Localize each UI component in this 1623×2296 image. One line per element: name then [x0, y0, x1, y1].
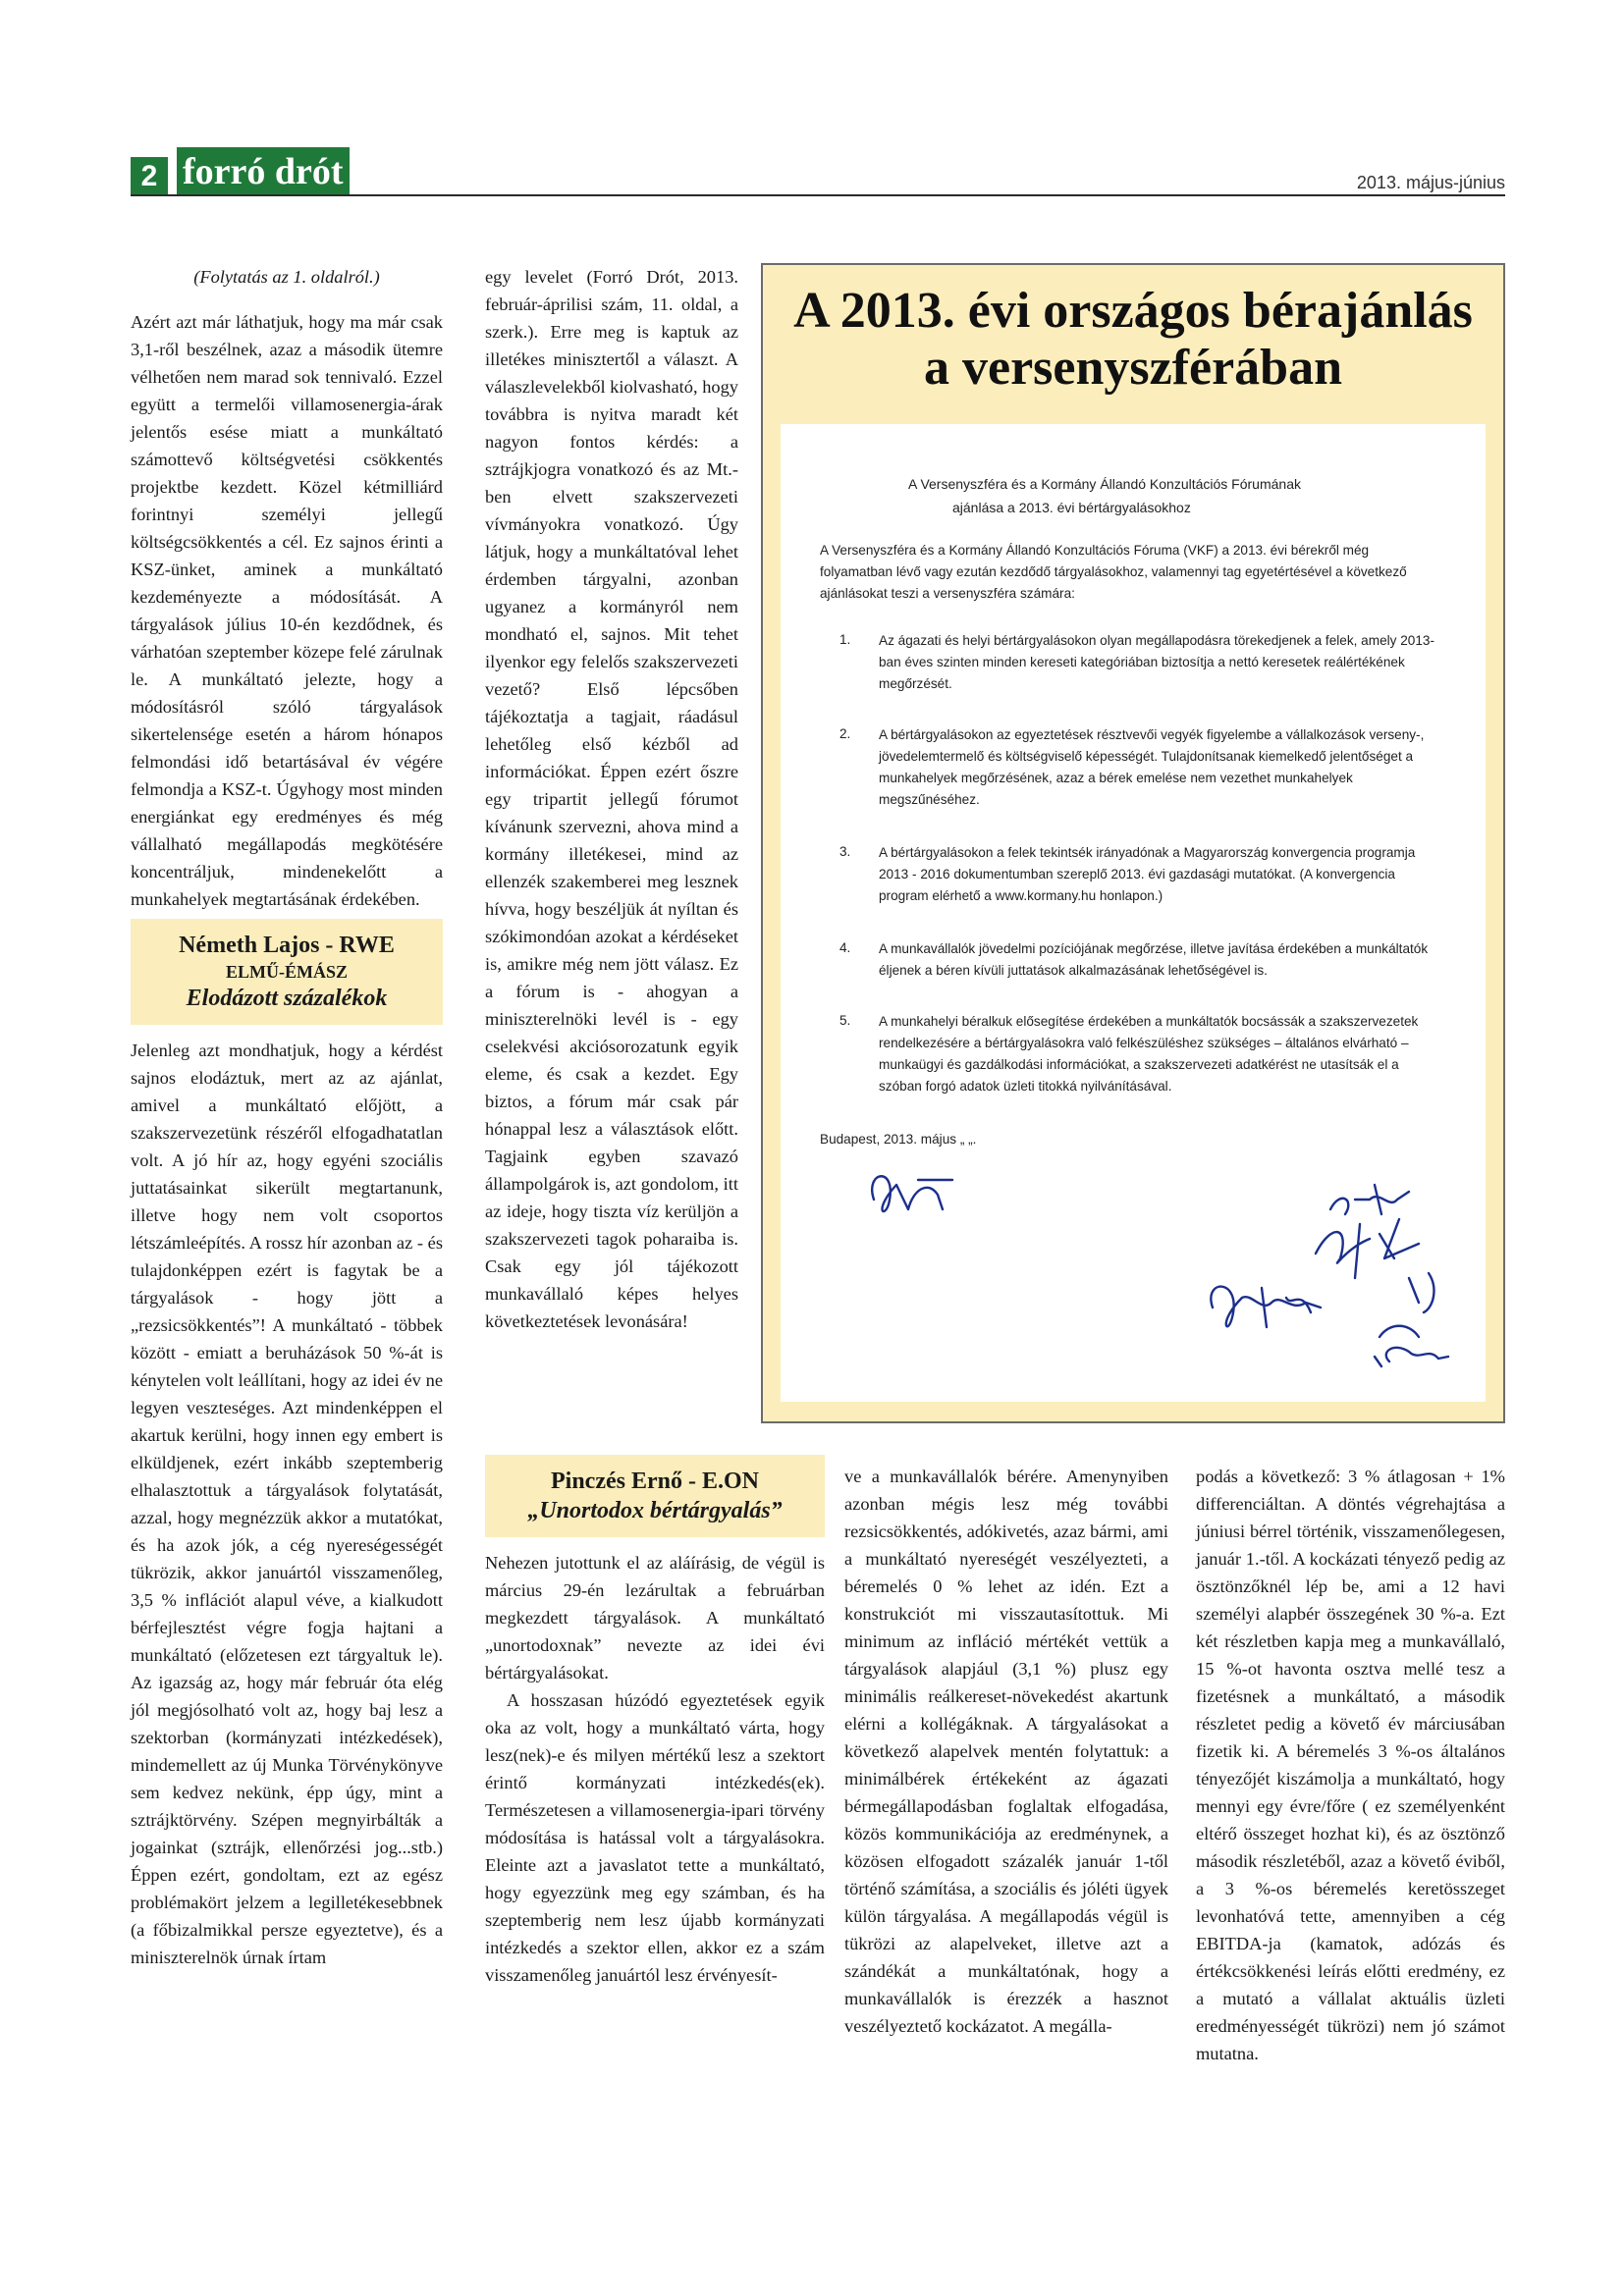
- item-line: munkahelyek megőrzésének, azaz a bérek emelése nem vezethet munkahelyek: [879, 771, 1353, 785]
- interviewee-name: Pinczés Ernő - E.ON: [551, 1468, 759, 1494]
- letter-intro: folyamatban lévő vagy ezután kezdődő tárgyalásokhoz, valamennyi tag egyetértésével a következő: [820, 564, 1407, 579]
- paragraph: egy levelet (Forró Drót, 2013. február-áprilisi szám, 11. oldal, a szerk.). Erre meg is kaptuk az illetékes minisztertől a választ. A válaszlevelekből kiolvasható, hogy továbbra is nyitva maradt két nagyon fontos kérdés: a sztrájkjogra vonatkozó és az Mt.-ben elvett szakszervezeti vívmányokra vonatkozó. Úgy látjuk, hogy a munkáltatóval lehet érdemben tárgyalni, azonban ugyanez a kormányról nem mondható el, sajnos. Mit tehet ilyenkor egy felelős szakszervezeti vezető? Első lépcsőben tájékoztatja a tagjait, ráadásul lehetőleg első kézből ad információkat. Éppen ezért őszre egy tripartit jellegű fórumot kívánunk szervezni, ahova mind a kormány illetékesei, mind az ellenzék szakemberei meg lesznek hívva, hogy beszéljük át nyíltan és szókimondóan azokat a kérdéseket is, amikre még nem jött válasz. Ez a fórum is - ahogyan a miniszterelnöki levél is - egy cselekvési akciósorozatunk egyik eleme, és csak a kezdet. Egy biztos, a fórum már csak pár hónappal lesz a választások előtt. Tagjaink egyben szavazó állampolgárok is, azt gondolom, itt az ideje, hogy tiszta víz kerüljön a szakszervezeti tagok poharaiba is. Csak egy jól tájékozott munkavállaló képes helyes következtetések levonására!: [485, 267, 738, 1331]
- interviewee-name: Németh Lajos - RWE: [179, 933, 395, 958]
- page-number: 2: [131, 157, 168, 196]
- item-line: megőrzését.: [879, 676, 952, 691]
- item-line: munkaügyi és gazdálkodási információkat, a szakszervezeti adatkérést ne utasítsák el a: [879, 1057, 1399, 1072]
- letter-heading-1: A Versenyszféra és a Kormány Állandó Konzultációs Fórumának: [908, 476, 1301, 492]
- header-rule: [131, 194, 1505, 196]
- signature-2: [1330, 1185, 1409, 1214]
- item-line: A bértárgyalásokon az egyeztetések résztvevői vegyék figyelembe a vállalkozások verseny-,: [879, 727, 1425, 742]
- paragraph: Jelenleg azt mondhatjuk, hogy a kérdést sajnos elodáztuk, mert az az ajánlat, amivel a munkáltató előjött, a szakszervezetünk részéről elfogadhatatlan volt. A jó hír az, hogy egyéni szociális juttatásainkat sikerült megtartanunk, illetve hogy nem volt csoportos létszámleépítés. A rossz hír azonban az - és tulajdonképpen ezért is fagytak be a tárgyalások - hogy jött a „rezsicsökkentés”! A munkáltató - többek között - emiatt a beruházások 50 %-át is kénytelen volt leállítani, hogy az idei év ne legyen veszteséges. Azt mindenképpen el akartuk kerülni, hogy innen egy embert is elküldjenek, ezért inkább szeptemberig elhalasztottuk a tárgyalások folytatását, azzal, hogy megnézzük akkor a mutatókat, és ha azok jók, a cég nyereségességét tükrözik, akkor januártól visszamenőleg, 3,5 % inflációt alapul véve, a kialkudott bérfejlesztést végre fogja hajtani a munkáltató (előzetesen ezt tárgyaltuk le). Az igazság az, hogy már február óta elég jól megjósolható volt az, hogy baj lesz a szektorban (kormányzati intézkedések), mindemellett az új Munka Törvénykönyve sem kedvez nekünk, épp úgy, mint a sztrájktörvény. Szépen megnyirbálták a jogainkat (sztrájk, ellenőrzési jog...stb.) Éppen ezért, gondoltam, ezt az egész problémakört jelzem a legilletékesebbnek (a főbizalmikkal persze egyeztetve), és a miniszterelnök úrnak írtam: [131, 1041, 443, 1967]
- item-line: Az ágazati és helyi bértárgyalásokon olyan megállapodásra törekedjenek a felek, amely 2013-: [879, 633, 1434, 648]
- continuation-note: (Folytatás az 1. oldalról.): [193, 267, 380, 287]
- item-line: jövedelemtermelő és költségviselő képességét. Tulajdonítsanak kiemelkedő jelentőséget a: [879, 749, 1414, 764]
- publication-title: forró drót: [174, 147, 350, 196]
- item-line: program elérhető a www.kormany.hu honlapon.): [879, 888, 1163, 903]
- signature-4: [1409, 1273, 1434, 1312]
- letter-intro: ajánlásokat teszi a versenyszféra számára:: [820, 586, 1075, 601]
- signatures: [781, 424, 1486, 1402]
- item-line: A munkahelyi béralkuk elősegítése érdekében a munkáltatók bocsássák a szakszervezetek: [879, 1014, 1419, 1029]
- recommendation-title: [761, 283, 1505, 397]
- column-1: [131, 263, 443, 1971]
- letter-intro: A Versenyszféra és a Kormány Állandó Konzultációs Fóruma (VKF) a 2013. évi bérekről még: [820, 543, 1370, 558]
- signature-3: [1316, 1219, 1419, 1278]
- column-2: [485, 263, 738, 1335]
- signature-1: [872, 1176, 952, 1211]
- paragraph: podás a következő: 3 % átlagosan + 1% differenciáltan. A döntés végrehajtása a júniusi bérrel történik, visszamenőlegesen, január 1.-től. A kockázati tényező pedig az ösztönzőknél lép be, ami a 12 havi személyi alapbér összegének 30 %-a. Ezt két részletben kapja meg a munkavállaló, 15 %-ot havonta osztva mellé tesz a fizetésnek a munkáltató, a második részletet pedig a követő év márciusában fizetik ki. A béremelés 3 %-os általános tényezőjét kiszámolja a munkáltató, hogy mennyi egy évre/főre ( ez személyenként eltérő összeget hozhat ki), és az ösztönző második részletéből, azaz a követő éviből, a 3 %-os béremelés keretösszeget levonhatóvá tette, amennyiben a cég EBITDA-ja (kamatok, adózás és értékcsökkenési leírás előtti eredmény, ez a mutató a vállalat aktuális üzleti eredményességét tükrözi) nem jó számot mutatna.: [1196, 1467, 1505, 2063]
- letter-heading-2: ajánlása a 2013. évi bértárgyalásokhoz: [952, 500, 1191, 515]
- item-number: 2.: [839, 726, 851, 741]
- paragraph: A hosszasan húzódó egyeztetések egyik oka az volt, hogy a munkáltató várta, hogy lesz(nek)-e és milyen mértékű lesz a szektort érintő kormányzati intézkedés(ek). Természetesen a villamosenergia-ipari törvény módosítása is hatással volt a tárgyalásokra. Eleinte azt a javaslatot tette a munkáltató, hogy egyezzünk meg egy számban, és ha szeptemberig nem lesz újabb kormányzati intézkedés a szektor ellen, akkor ez a szám visszamenőleg januártól lesz érvényesít-: [485, 1690, 825, 1985]
- interviewee-company: ELMŰ-ÉMÁSZ: [225, 962, 348, 982]
- signature-6: [1375, 1326, 1448, 1366]
- title-line-1: A 2013. évi országos bérajánlás: [793, 283, 1473, 339]
- scanned-letter: [781, 424, 1486, 1402]
- place-date: Budapest, 2013. május „ „.: [820, 1132, 977, 1147]
- signature-5: [1211, 1287, 1321, 1327]
- item-number: 4.: [839, 940, 851, 955]
- item-line: rendelkezésére a bértárgyalásokra való felkészüléshez szükséges – általános elvárható –: [879, 1036, 1409, 1050]
- item-line: megszűnéséhez.: [879, 792, 980, 807]
- title-line-2: a versenyszférában: [923, 340, 1343, 396]
- paragraph: Nehezen jutottunk el az aláírásig, de végül is március 29-én lezárultak a februárban megkezdett tárgyalások. A munkáltató „unortodoxnak” nevezte az idei évi bértárgyalásokat.: [485, 1553, 825, 1682]
- section-title: „Unortodox bértárgyalás”: [527, 1498, 783, 1523]
- section-title: Elodázott százalékok: [186, 986, 388, 1011]
- item-line: 2013 - 2016 dokumentumban szereplő 2013. évi gazdasági mutatókat. (A konvergencia: [879, 867, 1395, 881]
- item-number: 1.: [839, 632, 851, 647]
- item-line: szóban forgó adatok üzleti titokká nyilvánításával.: [879, 1079, 1172, 1094]
- paragraph: ve a munkavállalók bérére. Amenynyiben azonban mégis lesz még további rezsicsökkentés, adókivetés, azaz bármi, ami a munkáltató nyereségét veszélyezteti, a béremelés 0 % lehet az idén. Ezt a konstrukciót mi visszautasítottuk. Mi minimum az infláció mértékét vettük a tárgyalások alapjául (3,1 %) plusz egy minimális reálkereset-növekedést akartunk elérni a kollégáknak. A tárgyalásokat a következő alapelvek mentén folytattuk: a minimálbérek értékeként az ágazati bérmegállapodásban foglaltak elfogadása, közös kommunikációja az eredménynek, a közösen elfogadott százalék január 1-től történő számítása, a szociális és jóléti ügyek külön tárgyalása. A megállapodás végül is tükrözi az alapelveket, illetve azt a szándékát a munkáltatónak, hogy a munkavállalók is érezzék a hasznot veszélyeztető kockázatot. A megálla-: [844, 1467, 1168, 2036]
- issue-date: 2013. május-június: [1356, 173, 1505, 192]
- interview-box-nemeth: [131, 919, 443, 1025]
- item-line: ban éves szinten minden kereseti kategóriában biztosítja a nettó keresetek reálértékének: [879, 655, 1405, 669]
- item-number: 5.: [839, 1013, 851, 1028]
- column-4: [1196, 1463, 1505, 2067]
- interview-box-pinczes: [485, 1455, 825, 1537]
- item-line: A munkavállalók jövedelmi pozíciójának megőrzése, illetve javítása érdekében a munkáltatók: [879, 941, 1429, 956]
- item-number: 3.: [839, 844, 851, 859]
- item-line: A bértárgyalásokon a felek tekintsék irányadónak a Magyarország konvergencia programja: [879, 845, 1416, 860]
- column-3: [844, 1463, 1168, 2040]
- column-2-lower: [485, 1455, 825, 1989]
- item-line: éljenek a béren kívüli juttatások alkalmazásának lehetőségével is.: [879, 963, 1268, 978]
- paragraph: Azért azt már láthatjuk, hogy ma már csak 3,1-ről beszélnek, azaz a második ütemre vélhetően nem marad sok tennivaló. Ezzel együtt a termelői villamosenergia-árak jelentős esése miatt a munkáltató számottevő költségvetési csökkentés projektbe kezdett. Közel kétmilliárd forintnyi személyi jellegű költségcsökkentés a cél. Ez sajnos érinti a KSZ-ünket, aminek a munkáltató kezdeményezte a módosítását. A tárgyalások július 10-én kezdődnek, és várhatóan szeptember közepe felé zárulnak le. A munkáltató jelezte, hogy a módosításról szóló tárgyalások sikertelensége esetén a három hónapos felmondási idő betartásával év végére felmondja a KSZ-t. Úgyhogy most minden energiánkat egy eredményes és még vállalható megállapodás megkötésére koncentráljuk, mindenekelőtt a munkahelyek megtartásának érdekében.: [131, 312, 443, 909]
